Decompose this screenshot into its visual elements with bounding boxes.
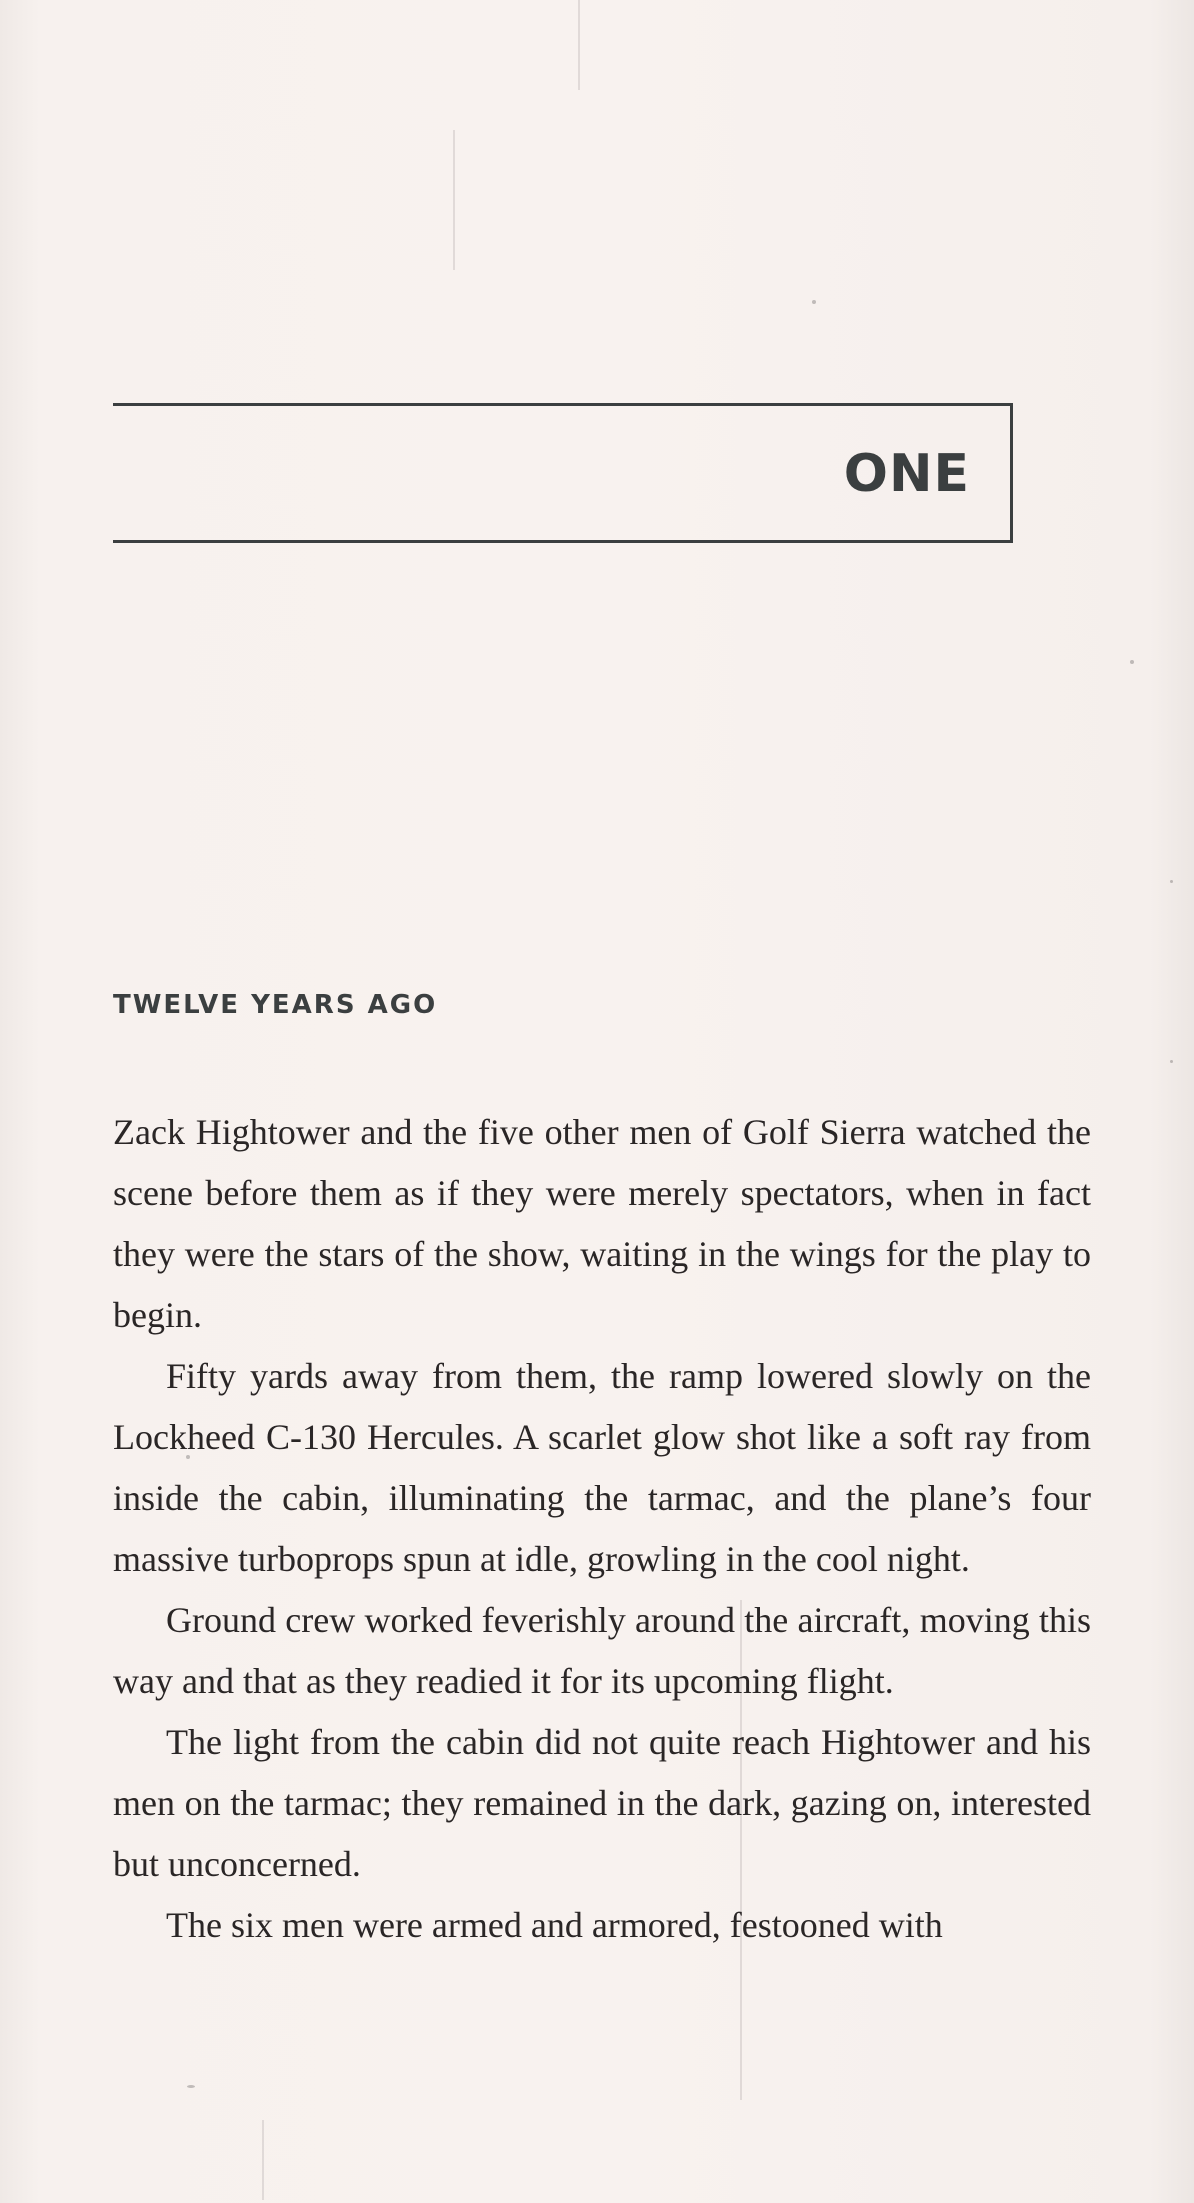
- paper-crease: [453, 130, 455, 270]
- paper-speck: [812, 300, 816, 304]
- paper-speck: [1170, 880, 1173, 883]
- paragraph: The light from the cabin did not quite reach Hightower and his men on the tarmac; they remained in the dark, gazing on, interested but unconcerned.: [113, 1722, 1091, 1884]
- paper-crease: [262, 2120, 264, 2200]
- chapter-title: ONE: [843, 444, 970, 504]
- paragraph: The six men were armed and armored, festooned with: [166, 1905, 943, 1945]
- paper-speck: [1170, 1060, 1173, 1063]
- section-heading: TWELVE YEARS AGO: [113, 990, 438, 1020]
- paragraph: Ground crew worked feverishly around the aircraft, moving this way and that as they readied it for its upcoming flight.: [113, 1600, 1091, 1701]
- chapter-title-box: [113, 403, 1013, 543]
- paper-speck: [187, 2085, 195, 2088]
- paper-speck: [1130, 660, 1134, 664]
- paragraph: Zack Hightower and the five other men of Golf Sierra watched the scene before them as if they were merely spectators, when in fact they were the stars of the show, waiting in the wings for the play to begin.: [113, 1112, 1091, 1335]
- paragraph: Fifty yards away from them, the ramp lowered slowly on the Lockheed C-130 Hercules. A scarlet glow shot like a soft ray from inside the cabin, illuminating the tarmac, and the plane’s four massive turboprops spun at idle, growling in the cool night.: [113, 1356, 1091, 1579]
- body-text: [113, 1102, 1091, 1956]
- paper-crease: [578, 0, 580, 90]
